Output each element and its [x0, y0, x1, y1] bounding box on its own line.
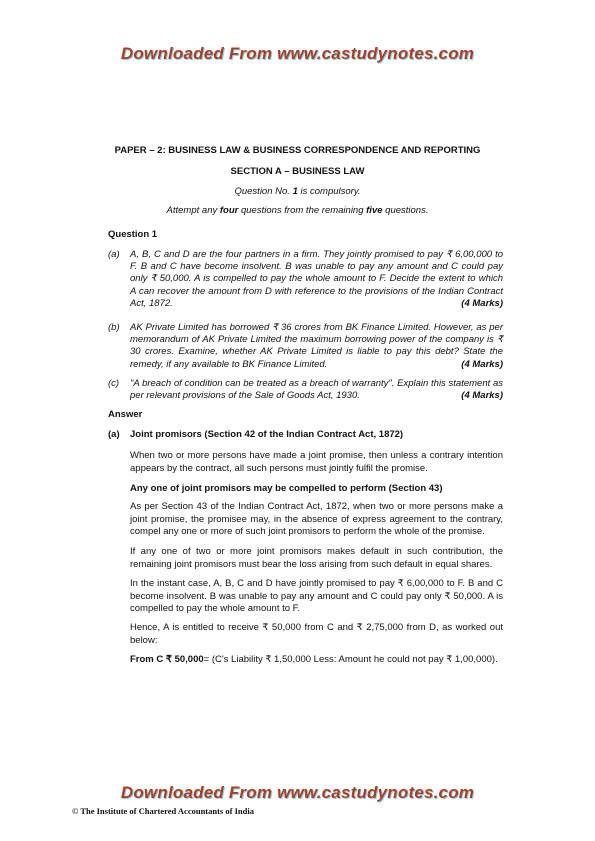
item-label: (b) — [108, 322, 120, 333]
download-banner-top: Downloaded From www.castudynotes.com — [120, 44, 475, 63]
paper-title: PAPER – 2: BUSINESS LAW & BUSINESS CORRESPONDENCE AND REPORTING — [114, 145, 481, 156]
question-item-a — [108, 249, 503, 310]
question-item-b — [108, 322, 503, 371]
item-marks: (4 Marks) — [461, 297, 503, 309]
item-text: "A breach of condition can be treated as a breach of warranty". Explain this statement as per relevant provisions of the Sale of Goods Act, 1930. — [130, 378, 503, 402]
question-heading: Question 1 — [108, 229, 158, 240]
download-banner-bottom: Downloaded From www.castudynotes.com — [120, 783, 475, 802]
answer-paragraph: When two or more persons have made a joint promise, then unless a contrary intention appears by the contract, all such persons must jointly fulfil the promise. — [130, 450, 503, 474]
answer-paragraph: Hence, A is entitled to receive ₹ 50,000 from C and ₹ 2,75,000 from D, as worked out below: — [130, 622, 503, 646]
answer-paragraph: In the instant case, A, B, C and D have jointly promised to pay ₹ 6,00,000 to F. B and C become insolvent. B was unable to pay any amount and C could pay only ₹ 50,000. A is compelled to pay the whole amount to F. — [130, 578, 503, 614]
answer-part-a-heading: (a) Joint promisors (Section 42 of the Indian Contract Act, 1872) — [108, 429, 404, 440]
item-marks: (4 Marks) — [461, 390, 503, 402]
item-text: A, B, C and D are the four partners in a firm. They jointly promised to pay ₹ 6,00,000 to F. B and C have become insolvent. B was unable to pay any amount and C could pay only ₹ 50,000. A is compelled to pay the whole amount to F. Decide the extent to which A can recover the amount from D with reference to the provisions of the Indian Contract Act, 1872. — [130, 249, 503, 309]
copyright-footer: © The Institute of Chartered Accountants of India — [72, 806, 254, 816]
answer-calculation: From C ₹ 50,000= (C's Liability ₹ 1,50,000 Less: Amount he could not pay ₹ 1,00,000). — [130, 654, 498, 665]
section-title: SECTION A – BUSINESS LAW — [230, 166, 365, 177]
answer-paragraph: If any one of two or more joint promisors makes default in such contribution, the remaining joint promisors must bear the loss arising from such default in equal shares. — [130, 546, 503, 570]
answer-heading: Answer — [108, 409, 143, 420]
attempt-instruction: Attempt any four questions from the remaining five questions. — [166, 205, 429, 216]
item-text: AK Private Limited has borrowed ₹ 36 crores from BK Finance Limited. However, as per memorandum of AK Private Limited the maximum borrowing power of the company is ₹ 30 crores. Examine, whether AK Private Limited is liable to pay this debt? State the remedy, if any available to BK Finance Limited. — [130, 322, 503, 370]
compulsory-instruction: Question No. 1 is compulsory. — [234, 186, 361, 197]
item-label: (a) — [108, 249, 120, 260]
item-marks: (4 Marks) — [461, 358, 503, 370]
answer-subheading: Any one of joint promisors may be compelled to perform (Section 43) — [130, 483, 443, 494]
question-item-c — [108, 378, 503, 402]
item-label: (c) — [108, 378, 120, 389]
answer-paragraph: As per Section 43 of the Indian Contract Act, 1872, when two or more persons make a joint promise, the promisee may, in the absence of express agreement to the contrary, compel any one or more of such joint promisors to perform the whole of the promise. — [130, 501, 503, 537]
